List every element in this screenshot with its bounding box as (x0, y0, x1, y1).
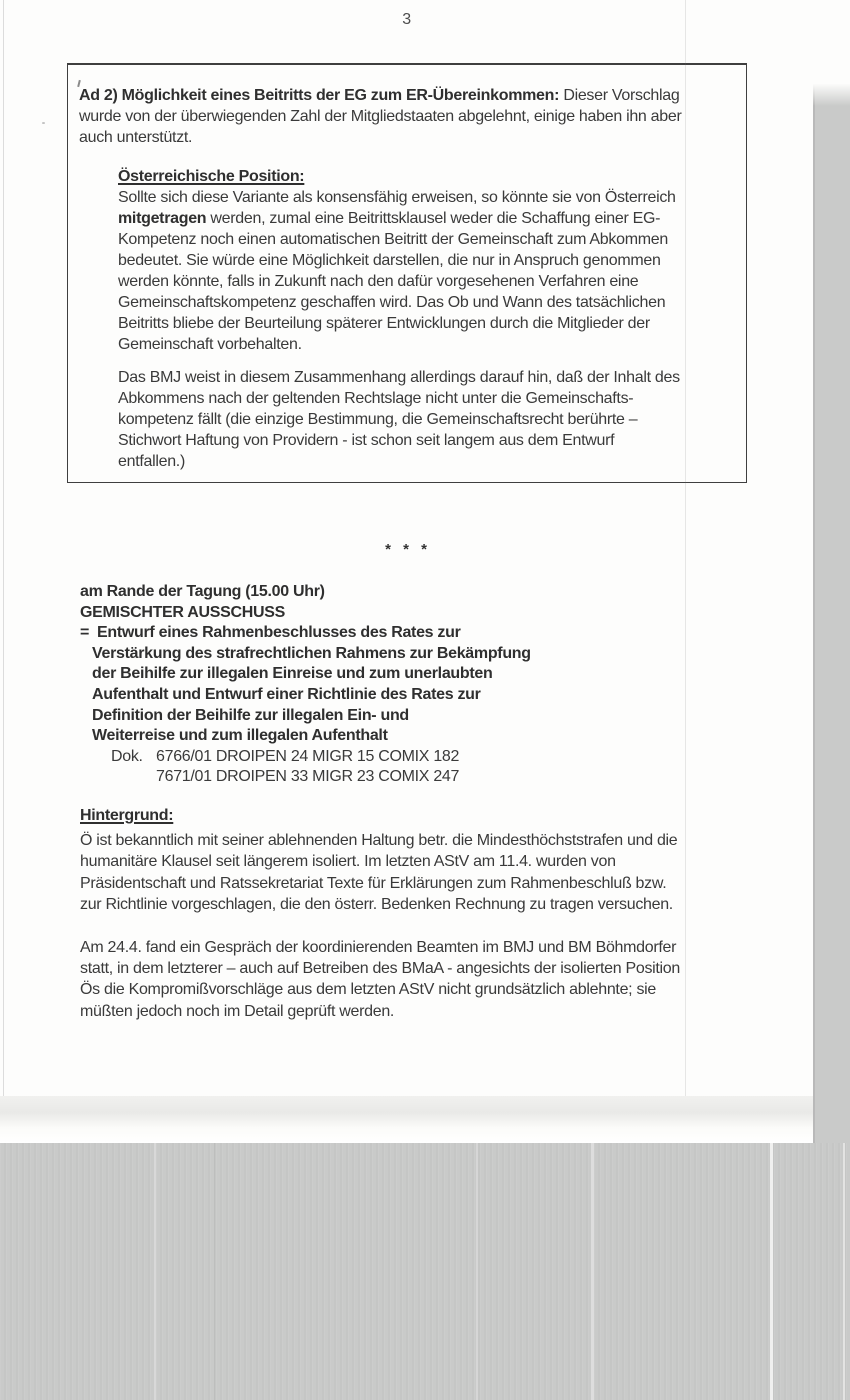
hintergrund-section (80, 805, 680, 1022)
text-run: Dieser Vorschlag (559, 87, 680, 104)
text-line: Definition der Beihilfe zur illegalen Ein- und (92, 706, 409, 724)
dok-line: 7671/01 DROIPEN 33 MIGR 23 COMIX 247 (156, 768, 460, 786)
agenda-time-line: am Rande der Tagung (15.00 Uhr) (80, 583, 325, 600)
page-number: 3 (402, 11, 411, 28)
separator-stars: * * * (385, 541, 431, 558)
notice-box (67, 63, 747, 483)
ad2-lead-bold: Ad 2) Möglichkeit eines Beitritts der EG zum ER-Übereinkommen: (79, 87, 560, 104)
paper-bottom-edge-shadow (0, 1096, 813, 1143)
text-line (79, 85, 736, 106)
hintergrund-heading: Hintergrund: (80, 807, 174, 824)
austrian-position-section (118, 166, 736, 472)
agenda-committee: GEMISCHTER AUSSCHUSS (80, 603, 285, 621)
text-line (118, 208, 736, 229)
austrian-position-heading: Österreichische Position: (118, 168, 305, 185)
scan-streak (591, 1143, 594, 1400)
text-line: werden könnte, falls in Zukunft nach den dafür vorgesehenen Verfahren eine (118, 273, 639, 290)
ad2-paragraph (79, 85, 736, 148)
austrian-position-para2 (118, 367, 736, 472)
document-references (111, 747, 531, 788)
text-line: der Beihilfe zur illegalen Einreise und zum unerlaubten (92, 665, 493, 683)
text-line: Sollte sich diese Variante als konsensfähig erweisen, so könnte sie von Österreich (118, 189, 676, 206)
text-line: wurde von der überwiegenden Zahl der Mitgliedstaaten abgelehnt, einige haben ihn aber (79, 108, 682, 125)
text-line: Ös die Kompromißvorschläge aus dem letzten AStV nicht grundsätzlich ablehnte; sie (80, 981, 657, 999)
scan-streak-left (3, 0, 4, 1125)
dok-line: 6766/01 DROIPEN 24 MIGR 15 COMIX 182 (156, 747, 460, 765)
mitgetragen-bold: mitgetragen (118, 210, 207, 227)
dok-numbers (156, 747, 459, 788)
scan-streak-middle (685, 0, 686, 1143)
text-line: Kompetenz noch einen automatischen Beitritt der Gemeinschaft zum Abkommen (118, 231, 668, 248)
text-line: entfallen.) (118, 453, 185, 470)
text-line: Aufenthalt und Entwurf einer Richtlinie des Rates zur (92, 685, 481, 703)
text-line: humanitäre Klausel seit längerem isoliert. Im letzten AStV am 11.4. wurden von (80, 853, 616, 871)
agenda-block (80, 582, 531, 788)
hintergrund-para1 (80, 830, 680, 916)
text-line: statt, in dem letzterer – auch auf Betreiben des BMaA - angesichts der isolierten Position (80, 959, 681, 977)
text-line: Stichwort Haftung von Providern - ist schon seit langem aus dem Entwurf (118, 432, 615, 449)
text-line: kompetenz fällt (die einzige Bestimmung, die Gemeinschaftsrecht berührte – (118, 411, 638, 428)
scan-streak (154, 1143, 156, 1400)
text-line: Verstärkung des strafrechtlichen Rahmens zur Bekämpfung (92, 644, 531, 662)
text-line: Beitritts bliebe der Beurteilung späterer Entwicklungen durch die Mitglieder der (118, 315, 650, 332)
text-line: müßten jedoch noch im Detail geprüft werden. (80, 1002, 395, 1020)
text-line: Abkommens nach der geltenden Rechtslage nicht unter die Gemeinschafts- (118, 390, 634, 407)
agenda-item (80, 623, 531, 747)
text-line: Gemeinschaft vorbehalten. (118, 336, 302, 353)
hintergrund-para2 (80, 937, 680, 1023)
dok-label: Dok. (111, 747, 143, 765)
text-line: Am 24.4. fand ein Gespräch der koordinierenden Beamten im BMJ und BM Böhmdorfer (80, 938, 677, 956)
text-run: werden, zumal eine Beitrittsklausel weder die Schaffung einer EG- (206, 210, 661, 227)
text-line: Präsidentschaft und Ratssekretariat Texte für Erklärungen zum Rahmenbeschluß bzw. (80, 874, 667, 892)
scanner-background-bottom (0, 1143, 850, 1400)
text-line: zur Richtlinie vorgeschlagen, die den österr. Bedenken Rechnung zu tragen versuchen. (80, 896, 673, 914)
text-line: Ö ist bekanntlich mit seiner ablehnenden Haltung betr. die Mindesthöchststrafen und die (80, 832, 678, 849)
text-line (80, 623, 531, 644)
scan-streak (770, 1143, 773, 1400)
text-line: Weiterreise und zum illegalen Aufenthalt (92, 727, 388, 745)
ink-speck (42, 122, 45, 124)
text-run: Entwurf eines Rahmenbeschlusses des Rates zur (97, 624, 461, 642)
text-line: auch unterstützt. (79, 129, 193, 146)
text-line: Das BMJ weist in diesem Zusammenhang allerdings darauf hin, daß der Inhalt des (118, 369, 680, 386)
scan-streak (843, 1143, 845, 1400)
scan-streak (214, 1143, 215, 1400)
scan-streak (476, 1143, 478, 1400)
agenda-item-marker: = (80, 624, 90, 642)
austrian-position-para1 (118, 187, 736, 355)
text-line: bedeutet. Sie würde eine Möglichkeit darstellen, die nur in Anspruch genommen (118, 252, 661, 269)
text-line: Gemeinschaftskompetenz geschaffen wird. Das Ob und Wann des tatsächlichen (118, 294, 666, 311)
